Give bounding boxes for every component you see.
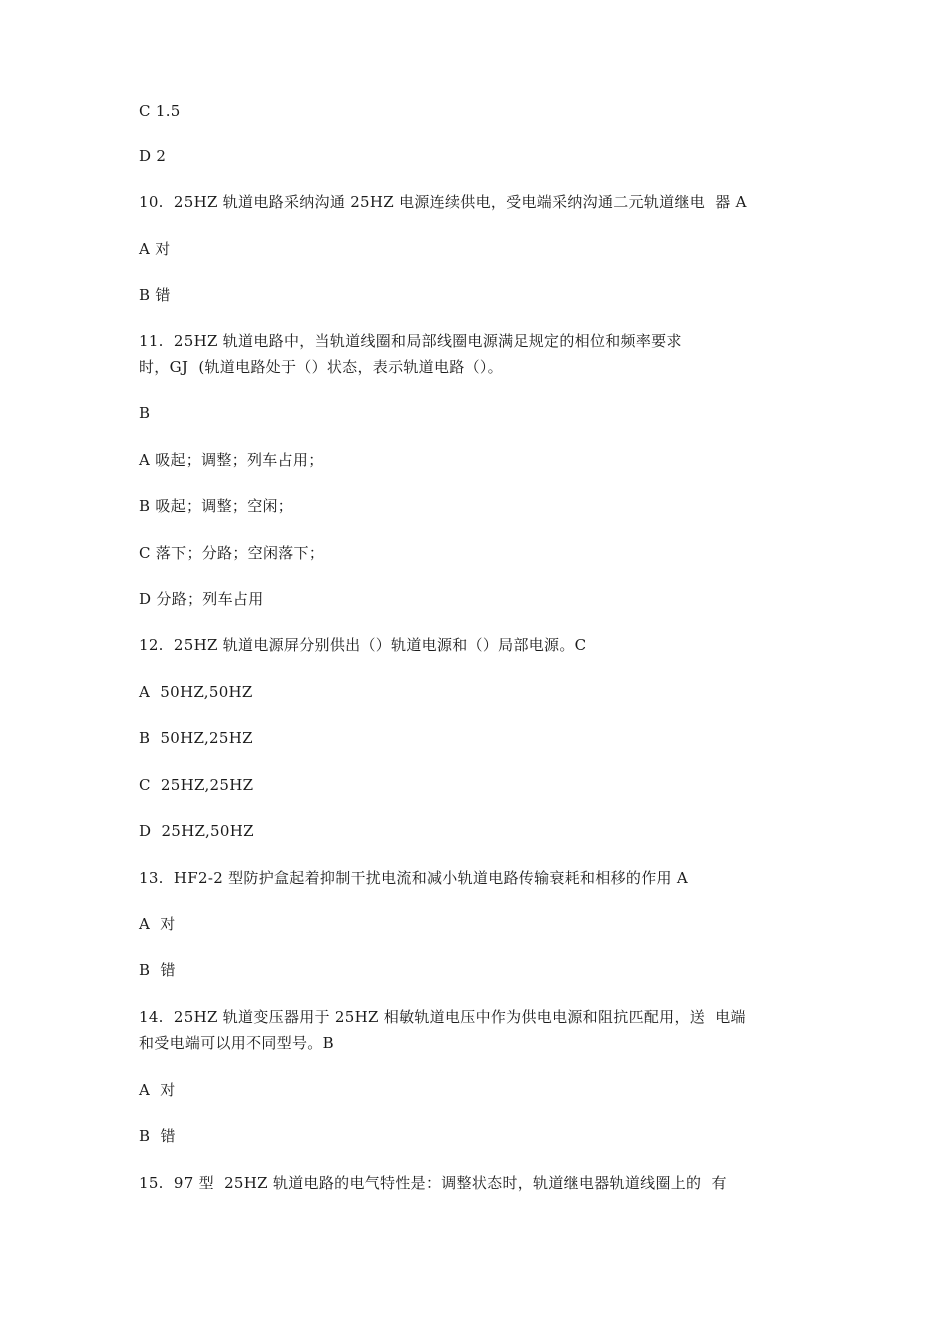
text-line: C 1.5: [139, 102, 181, 120]
option-b: B 50HZ,25HZ: [139, 729, 253, 747]
option-b: B 错: [139, 961, 176, 979]
question-11: 11. 25HZ 轨道电路中，当轨道线圈和局部线圈电源满足规定的相位和频率要求: [139, 332, 682, 350]
option-b: B 吸起；调整；空闲；: [139, 497, 294, 515]
option-a: A 吸起；调整；列车占用；: [139, 451, 324, 469]
option-c: C 落下；分路；空闲落下；: [139, 544, 325, 562]
answer-line: B: [139, 404, 151, 422]
option-a: A 对: [139, 240, 171, 258]
option-c: C 25HZ,25HZ: [139, 776, 254, 794]
option-d: D 25HZ,50HZ: [139, 822, 254, 840]
option-b: B 错: [139, 1127, 176, 1145]
question-14: 14. 25HZ 轨道变压器用于 25HZ 相敏轨道电压中作为供电电源和阻抗匹配用，送 电端: [139, 1008, 746, 1026]
question-14-cont: 和受电端可以用不同型号。B: [139, 1034, 334, 1052]
option-a: A 50HZ,50HZ: [139, 683, 253, 701]
question-10: 10. 25HZ 轨道电路采纳沟通 25HZ 电源连续供电，受电端采纳沟通二元轨道继电 器 A: [139, 193, 747, 211]
text-line: D 2: [139, 147, 167, 165]
option-d: D 分路；列车占用: [139, 590, 264, 608]
option-a: A 对: [139, 1081, 176, 1099]
option-a: A 对: [139, 915, 176, 933]
question-15: 15. 97 型 25HZ 轨道电路的电气特性是：调整状态时，轨道继电器轨道线圈上的 有: [139, 1174, 727, 1192]
question-13: 13. HF2-2 型防护盒起着抑制干扰电流和减小轨道电路传输衰耗和相移的作用 A: [139, 869, 689, 887]
question-11-cont: 时，GJ (轨道电路处于（）状态，表示轨道电路（）。: [139, 358, 503, 376]
question-12: 12. 25HZ 轨道电源屏分别供出（）轨道电源和（）局部电源。C: [139, 636, 587, 654]
option-b: B 错: [139, 286, 171, 304]
